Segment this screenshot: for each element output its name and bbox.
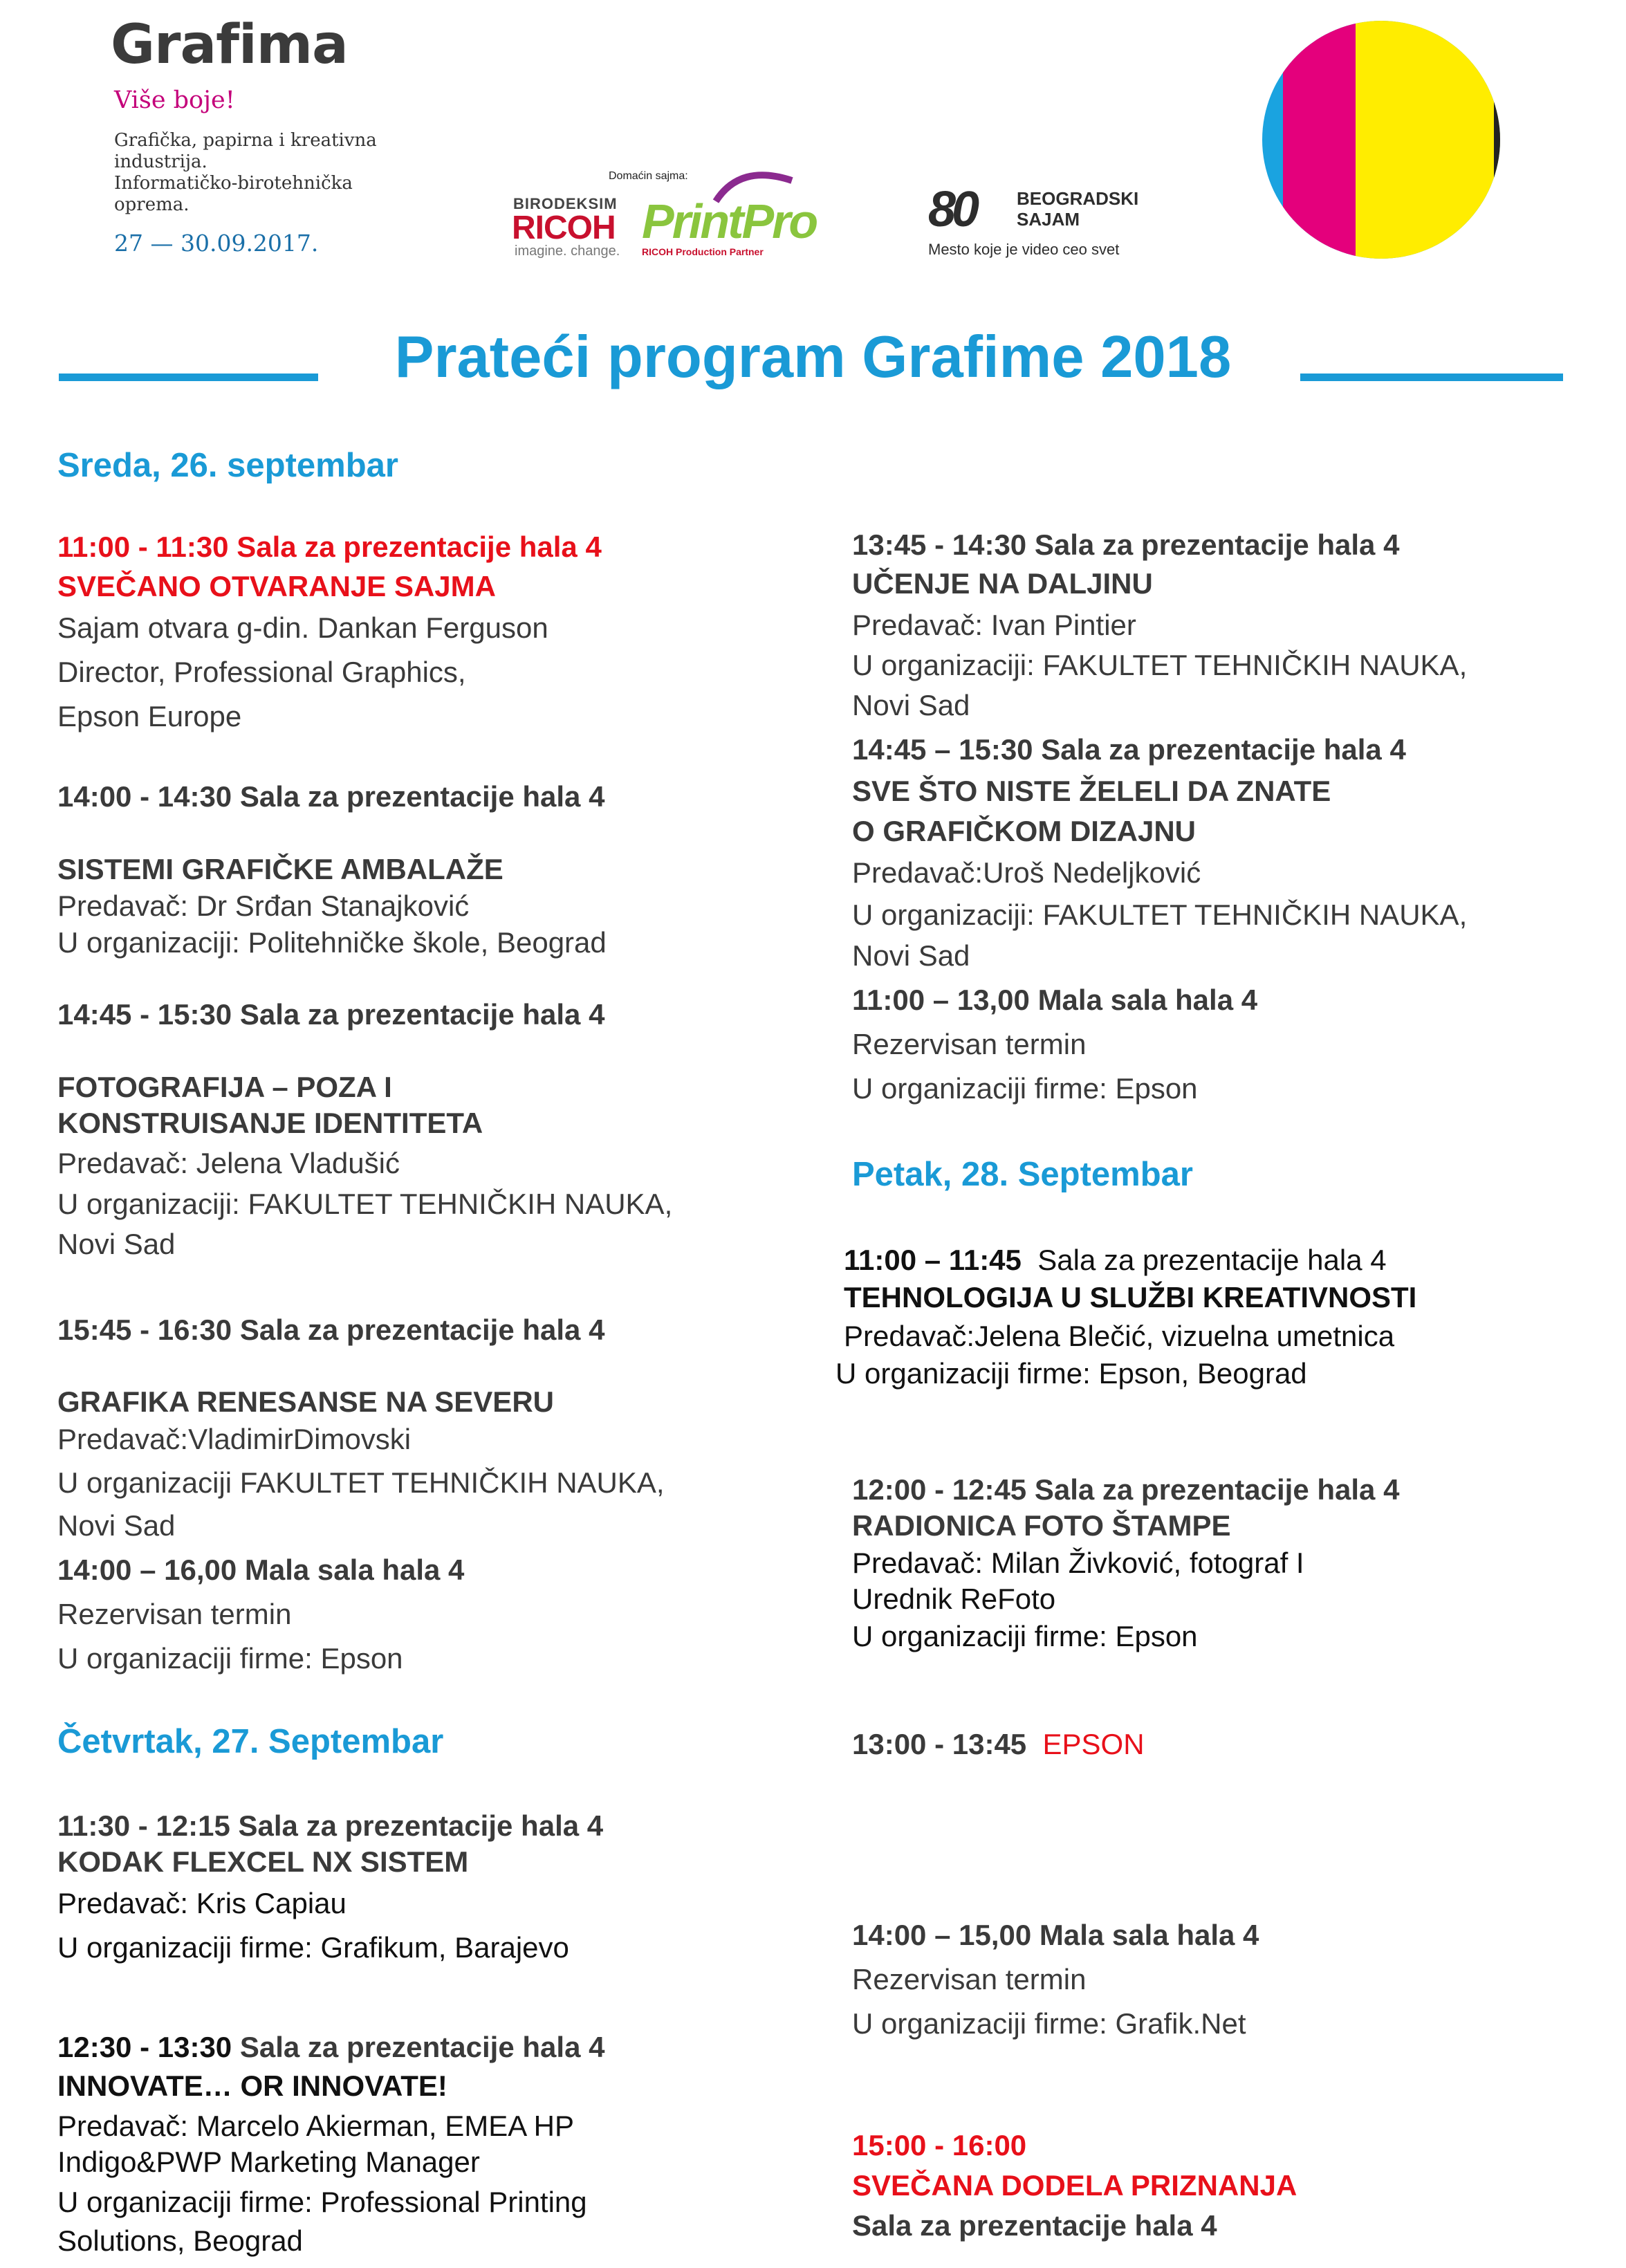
event-detail: U organizaciji: FAKULTET TEHNIČKIH NAUKA, (852, 898, 1468, 931)
event-time: 13:00 - 13:45 EPSON (852, 1728, 1145, 1760)
ricoh-logo: RICOH (512, 210, 616, 246)
event-detail: Sala za prezentacije hala 4 (852, 2209, 1217, 2242)
event-time: 14:00 – 16,00 Mala sala hala 4 (57, 1554, 465, 1586)
event-title: INNOVATE… OR INNOVATE! (57, 2069, 447, 2102)
event-detail: U organizaciji: FAKULTET TEHNIČKIH NAUKA, (852, 649, 1468, 681)
event-detail: U organizaciji FAKULTET TEHNIČKIH NAUKA, (57, 1466, 665, 1499)
event-detail: U organizaciji: Politehničke škole, Beograd (57, 926, 607, 959)
event-detail: Predavač: Kris Capiau (57, 1887, 347, 1919)
event-detail: Rezervisan termin (852, 1028, 1087, 1060)
event-title: SISTEMI GRAFIČKE AMBALAŽE (57, 853, 503, 885)
event-detail: Novi Sad (852, 939, 970, 972)
event-time: 15:45 - 16:30 Sala za prezentacije hala 4 (57, 1313, 605, 1346)
event-detail: Urednik ReFoto (852, 1583, 1056, 1615)
event-detail: Predavač:Uroš Nedeljković (852, 856, 1201, 889)
day-heading-wednesday: Sreda, 26. septembar (57, 447, 398, 484)
day-heading-thursday: Četvrtak, 27. Septembar (57, 1723, 444, 1760)
event-title: KODAK FLEXCEL NX SISTEM (57, 1845, 469, 1878)
host-label: Domaćin sajma: (609, 170, 688, 182)
fair-dates: 27 — 30.09.2017. (114, 230, 319, 257)
event-title: O GRAFIČKOM DIZAJNU (852, 815, 1196, 847)
event-detail: Solutions, Beograd (57, 2224, 303, 2257)
page-title: Prateći program Grafime 2018 (394, 324, 1232, 390)
event-detail: Predavač:VladimirDimovski (57, 1423, 412, 1455)
event-detail: U organizaciji firme: Epson (852, 1620, 1198, 1652)
event-detail: Novi Sad (57, 1509, 176, 1542)
event-detail: Predavač:Jelena Blečić, vizuelna umetnica (844, 1320, 1395, 1352)
event-time: 14:00 – 15,00 Mala sala hala 4 (852, 1919, 1259, 1951)
event-detail: U organizaciji firme: Professional Printing (57, 2186, 587, 2218)
event-title: UČENJE NA DALJINU (852, 567, 1153, 600)
event-time: 14:00 - 14:30 Sala za prezentacije hala 4 (57, 780, 605, 813)
event-detail: Novi Sad (57, 1228, 176, 1260)
event-time: 11:00 – 11:45 Sala za prezentacije hala 4 (844, 1244, 1387, 1276)
event-detail: Rezervisan termin (57, 1598, 292, 1630)
event-detail: Rezervisan termin (852, 1963, 1087, 1995)
grafima-logo: Grafima (111, 14, 348, 76)
event-detail: Indigo&PWP Marketing Manager (57, 2146, 480, 2178)
event-detail: Epson Europe (57, 700, 242, 732)
event-title: SVEČANO OTVARANJE SAJMA (57, 570, 496, 602)
event-time: 11:00 – 13,00 Mala sala hala 4 (852, 984, 1258, 1016)
event-detail: Sajam otvara g-din. Dankan Ferguson (57, 611, 548, 644)
event-time: 12:30 - 13:30 Sala za prezentacije hala 4 (57, 2031, 605, 2063)
event-title: KONSTRUISANJE IDENTITETA (57, 1107, 483, 1139)
cmy-circle-graphic (1255, 7, 1508, 270)
event-time: 13:45 - 14:30 Sala za prezentacije hala 4 (852, 528, 1400, 561)
event-title: SVE ŠTO NISTE ŽELELI DA ZNATE (852, 775, 1331, 807)
event-detail: Predavač: Ivan Pintier (852, 609, 1136, 641)
event-detail: Predavač: Milan Živković, fotograf I (852, 1547, 1304, 1579)
event-detail: Director, Professional Graphics, (57, 656, 466, 688)
event-time: 12:00 - 12:45 Sala za prezentacije hala 4 (852, 1473, 1400, 1506)
ricoh-tagline: imagine. change. (515, 243, 620, 259)
event-detail: U organizaciji: FAKULTET TEHNIČKIH NAUKA, (57, 1188, 673, 1220)
birodeksim-logo: BIRODEKSIM (513, 195, 618, 212)
event-time: 15:00 - 16:00 (852, 2129, 1027, 2161)
event-detail: U organizaciji firme: Epson (852, 1072, 1198, 1105)
event-detail: Predavač: Dr Srđan Stanajković (57, 889, 470, 922)
event-time: 14:45 – 15:30 Sala za prezentacije hala 4 (852, 733, 1406, 766)
event-time: 11:00 - 11:30 Sala za prezentacije hala 4 (57, 531, 602, 563)
event-detail: U organizaciji firme: Grafik.Net (852, 2007, 1246, 2040)
event-detail: Predavač: Marcelo Akierman, EMEA HP (57, 2110, 574, 2142)
event-title: FOTOGRAFIJA – POZA I (57, 1071, 392, 1103)
printpro-tagline: RICOH Production Partner (642, 246, 764, 257)
beogradski-sajam-name: BEOGRADSKI SAJAM (1017, 188, 1139, 230)
event-detail: Novi Sad (852, 689, 970, 721)
event-detail: U organizaciji firme: Epson (57, 1642, 403, 1675)
beogradski-sajam-slogan: Mesto koje je video ceo svet (928, 241, 1120, 258)
event-title: GRAFIKA RENESANSE NA SEVERU (57, 1385, 554, 1418)
event-detail: U organizaciji firme: Grafikum, Barajevo (57, 1931, 569, 1964)
event-detail: Predavač: Jelena Vladušić (57, 1147, 400, 1179)
event-title: TEHNOLOGIJA U SLUŽBI KREATIVNOSTI (844, 1281, 1417, 1313)
event-time: 11:30 - 12:15 Sala za prezentacije hala 4 (57, 1809, 604, 1842)
day-heading-friday: Petak, 28. Septembar (852, 1156, 1193, 1193)
beogradski-sajam-80-logo: 80 (928, 182, 976, 237)
event-title: RADIONICA FOTO ŠTAMPE (852, 1509, 1231, 1542)
event-time: 14:45 - 15:30 Sala za prezentacije hala 4 (57, 998, 605, 1031)
printpro-logo: PrintPro (642, 194, 817, 248)
event-detail: U organizaciji firme: Epson, Beograd (835, 1357, 1307, 1390)
grafima-description: Grafička, papirna i kreativna industrija. Informatičko-birotehnička oprema. (114, 130, 377, 215)
grafima-tagline: Više boje! (114, 86, 235, 114)
event-title: SVEČANA DODELA PRIZNANJA (852, 2169, 1297, 2202)
